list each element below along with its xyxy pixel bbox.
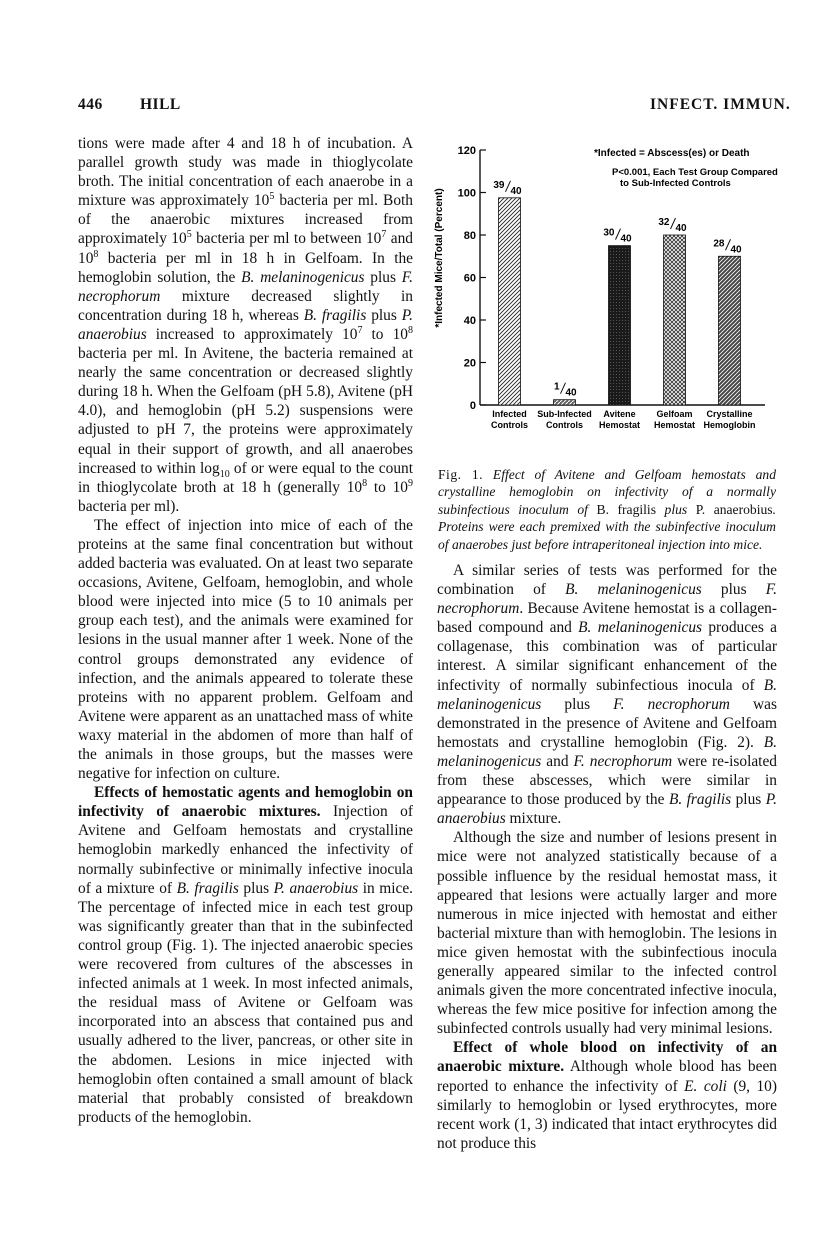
text-segment: P. anaerobius bbox=[273, 879, 359, 897]
bar-crystalline bbox=[719, 256, 741, 405]
figure-1-caption bbox=[438, 466, 776, 553]
bar-sub-infected bbox=[554, 400, 576, 405]
figure-caption-text bbox=[438, 467, 776, 552]
text-segment: mixture decreased slightly in concentration during 18 h, whereas bbox=[78, 287, 413, 324]
chart-stat-note-2: to Sub-Infected Controls bbox=[620, 178, 731, 189]
data-label-denominator: 40 bbox=[510, 185, 522, 197]
text-segment: bacteria per ml to between 10 bbox=[191, 230, 382, 248]
category-label: Avitene bbox=[603, 409, 636, 419]
data-label-denominator: 40 bbox=[675, 223, 687, 234]
text-segment: Although whole blood has been reported to enhance the infectivity of bbox=[437, 1058, 777, 1095]
text-segment: were re-isolated from these abscesses, which were similar in appearance to those produced by the bbox=[437, 752, 777, 809]
text-segment: 10 bbox=[219, 468, 230, 480]
text-segment: P. anaerobius bbox=[695, 501, 773, 517]
text-segment: plus bbox=[731, 791, 766, 809]
text-segment: plus bbox=[364, 268, 402, 286]
figure-label: Fig. 1. bbox=[438, 467, 484, 482]
text-segment: plus bbox=[238, 879, 274, 897]
bar-avitene bbox=[609, 246, 631, 405]
chart-y-label: *Infected Mice/Total (Percent) bbox=[434, 188, 445, 328]
text-segment: was demonstrated in the presence of Avitene and Gelfoam hemostats and crystalline hemoglobin (Fig. 2). bbox=[437, 695, 777, 751]
category-label: Hemostat bbox=[653, 420, 696, 430]
text-segment: to 10 bbox=[367, 478, 408, 496]
text-segment: 8 bbox=[362, 477, 368, 489]
text-segment: B. fragilis bbox=[596, 501, 656, 517]
y-tick-label: 60 bbox=[463, 272, 476, 285]
category-label: Hemostat bbox=[598, 420, 641, 430]
y-tick-label: 20 bbox=[463, 357, 476, 370]
text-segment: P. anaerobius bbox=[78, 306, 413, 343]
chart-bars bbox=[499, 198, 741, 405]
category-label: Gelfoam bbox=[656, 409, 693, 419]
text-segment: increased to approximately 10 bbox=[146, 325, 358, 343]
text-segment: E. coli bbox=[684, 1077, 727, 1095]
section-heading-whole-blood: Effect of whole blood on infectivity of an anaerobic mixture. bbox=[437, 1039, 777, 1076]
y-tick-label: 80 bbox=[463, 230, 476, 242]
paragraph-growth-study bbox=[78, 134, 413, 516]
text-segment: . Because Avitene hemostat is a collagen-based compound and bbox=[437, 600, 777, 637]
text-segment: Injection of Avitene and Gelfoam hemostats and crystalline hemoglobin markedly enhanced the infectivity of normally subinfective or minimally infective inocula of a mixture of bbox=[78, 803, 413, 897]
category-label: Hemoglobin bbox=[703, 420, 756, 430]
running-author: HILL bbox=[140, 96, 181, 113]
chart-legend-note: *Infected = Abscess(es) or Death bbox=[594, 148, 750, 159]
data-label-denominator: 40 bbox=[730, 244, 742, 256]
text-segment: B. melaninogenicus bbox=[241, 268, 365, 286]
text-segment: 8 bbox=[408, 324, 413, 336]
y-tick-label: 0 bbox=[469, 400, 476, 412]
data-label-numerator: 32 bbox=[658, 217, 670, 228]
page-number: 446 bbox=[78, 96, 103, 113]
bar-gelfoam bbox=[664, 235, 686, 405]
text-segment: F. necrophorum bbox=[613, 695, 730, 713]
paragraph-whole-blood bbox=[437, 1038, 777, 1153]
figure-1-chart bbox=[420, 130, 780, 462]
text-segment: 9 bbox=[408, 477, 413, 489]
text-segment: and 10 bbox=[78, 230, 414, 267]
text-segment: (9, 10) similarly to hemoglobin or lysed erythrocytes, more recent work (1, 3) indicated that intact erythrocytes did not produce this bbox=[437, 1077, 777, 1152]
text-segment: B. melaninogenicus bbox=[437, 733, 777, 770]
paragraph-protein-controls: The effect of injection into mice of each of the proteins at the same final concentration but without added bacteria was evaluated. On at least two separate occasions, Avitene, Gelfoam, hemoglobin, and whole blood were injected into mice (5 to 10 animals per group each test), and the animals were examined for lesions in the usual manner after 1 week. None of the control groups demonstrated any evidence of infection, and the animals appeared to tolerate these proteins with no apparent problem. Gelfoam and Avitene were apparent as an unattached mass of white waxy material in the abdomen of more than half of the animals in those groups, but the masses were negative for infection on culture. bbox=[78, 516, 413, 783]
paragraph-melaninogenicus bbox=[437, 561, 777, 828]
text-segment: B. melaninogenicus bbox=[437, 676, 777, 713]
text-segment: of or were equal to the count in thioglycolate broth at 18 h (generally 10 bbox=[78, 459, 413, 496]
text-segment: A similar series of tests was performed for the combination of bbox=[437, 562, 777, 599]
text-segment: in mice. The percentage of infected mice in each test group was significantly greater than that in the subinfected control group (Fig. 1). The injected anaerobic species were recovered from cultures of the abscesses in infected animals at 1 week. In most infected animals, the residual mass of Avitene or Gelfoam was incorporated into an abscess that contained pus and usually adhered to the liver, pancreas, or other site in the abdomen. Lesions in mice injected with hemoglobin often contained a small amount of black material that probably consisted of breakdown products of the hemoglobin. bbox=[78, 879, 413, 1126]
bar-infected bbox=[499, 198, 521, 405]
text-segment: F. necrophorum bbox=[573, 752, 673, 770]
data-label-numerator: 28 bbox=[713, 238, 725, 250]
y-tick-label: 120 bbox=[457, 145, 476, 157]
text-segment: 5 bbox=[269, 191, 275, 203]
data-label-numerator: 30 bbox=[603, 227, 615, 239]
paragraph-hemostatic-agents bbox=[78, 783, 413, 1127]
y-tick-label: 100 bbox=[457, 187, 476, 200]
text-segment: Effect of Avitene and Gelfoam hemostats and crystalline hemoglobin on infectivity of a normally subinfectious inoculum of bbox=[438, 467, 776, 517]
text-segment: bacteria per ml in 18 h in Gelfoam. In the hemoglobin solution, the bbox=[78, 249, 413, 286]
data-label-numerator: 1 bbox=[553, 381, 560, 393]
text-segment: plus bbox=[701, 581, 766, 599]
category-label: Sub-Infected bbox=[537, 409, 592, 419]
text-segment: P. anaerobius bbox=[437, 791, 778, 828]
text-segment: 8 bbox=[93, 248, 99, 260]
text-segment: 5 bbox=[186, 229, 192, 241]
category-label: Controls bbox=[546, 420, 583, 430]
chart-y-ticks bbox=[458, 145, 486, 412]
text-segment: 7 bbox=[381, 229, 387, 241]
chart-category-labels bbox=[491, 409, 756, 430]
text-segment: F. necrophorum bbox=[437, 581, 777, 618]
category-label: Crystalline bbox=[706, 409, 753, 419]
data-label-denominator: 40 bbox=[620, 233, 632, 245]
text-segment: B. fragilis bbox=[303, 306, 367, 324]
text-segment: and bbox=[541, 752, 574, 770]
text-segment: tions were made after 4 and 18 h of incubation. A parallel growth study was made in thioglycolate broth. The initial concentration of each anaerobe in a mixture was approximately 10 bbox=[78, 135, 413, 210]
category-label: Controls bbox=[491, 420, 528, 430]
text-segment: plus bbox=[541, 695, 614, 713]
text-segment: bacteria per ml. Both of the anaerobic mixtures increased from approximately 10 bbox=[78, 192, 413, 248]
chart-stat-note-1: P<0.001, Each Test Group Compared bbox=[612, 167, 778, 178]
text-segment: plus bbox=[656, 501, 696, 517]
text-segment: B. melaninogenicus bbox=[565, 581, 702, 599]
text-segment: 7 bbox=[357, 324, 363, 336]
right-column bbox=[437, 561, 777, 1153]
text-segment: B. fragilis bbox=[176, 879, 239, 897]
data-label-numerator: 39 bbox=[493, 179, 505, 191]
category-label: Infected bbox=[492, 409, 527, 419]
text-segment: F. necrophorum bbox=[78, 268, 414, 305]
paragraph-lesion-size: Although the size and number of lesions present in mice were not analyzed statistically because of a possible influence by the residual hemostat mass, it appeared that lesions were actually larger and more numerous in mice injected with hemostat and either bacterial mixture than with hemoglobin. The lesions in mice given hemostat with the subinfectious inocula generally appeared similar to the infected control animals given the more concentrated infective inocula, whereas the few mice positive for infection among the subinfected controls usually had very minimal lesions. bbox=[437, 829, 777, 1038]
running-journal: INFECT. IMMUN. bbox=[650, 96, 791, 113]
y-tick-label: 40 bbox=[463, 315, 476, 327]
text-segment: produces a collagenase, this combination was of particular interest. A similar significant enhancement of the infectivity of normally subinfectious inocula of bbox=[437, 619, 778, 694]
text-segment: mixture. bbox=[505, 810, 562, 828]
data-label-denominator: 40 bbox=[565, 387, 577, 399]
left-column bbox=[78, 134, 413, 1127]
section-heading-hemostatic: Effects of hemostatic agents and hemoglobin on infectivity of anaerobic mixtures. bbox=[78, 784, 413, 821]
text-segment: bacteria per ml). bbox=[78, 497, 180, 515]
paragraph-hemostatic-body bbox=[78, 803, 413, 1126]
text-segment: bacteria per ml. In Avitene, the bacteria remained at nearly the same concentration or decreased slightly during 18 h. When the Gelfoam (pH 5.8), Avitene (pH 4.0), and hemoglobin (pH 5.2) suspensions were adjusted to pH 7, the proteins were approximately equal in their support of growth, and all anaerobes increased to within log bbox=[78, 345, 413, 477]
text-segment: B. melaninogenicus bbox=[578, 619, 703, 637]
text-segment: plus bbox=[366, 306, 402, 324]
text-segment: B. fragilis bbox=[668, 791, 732, 809]
text-segment: to 10 bbox=[362, 325, 408, 343]
text-segment: . Proteins were each premixed with the subinfective inoculum of anaerobes just before intraperitoneal injection into mice. bbox=[438, 501, 776, 552]
